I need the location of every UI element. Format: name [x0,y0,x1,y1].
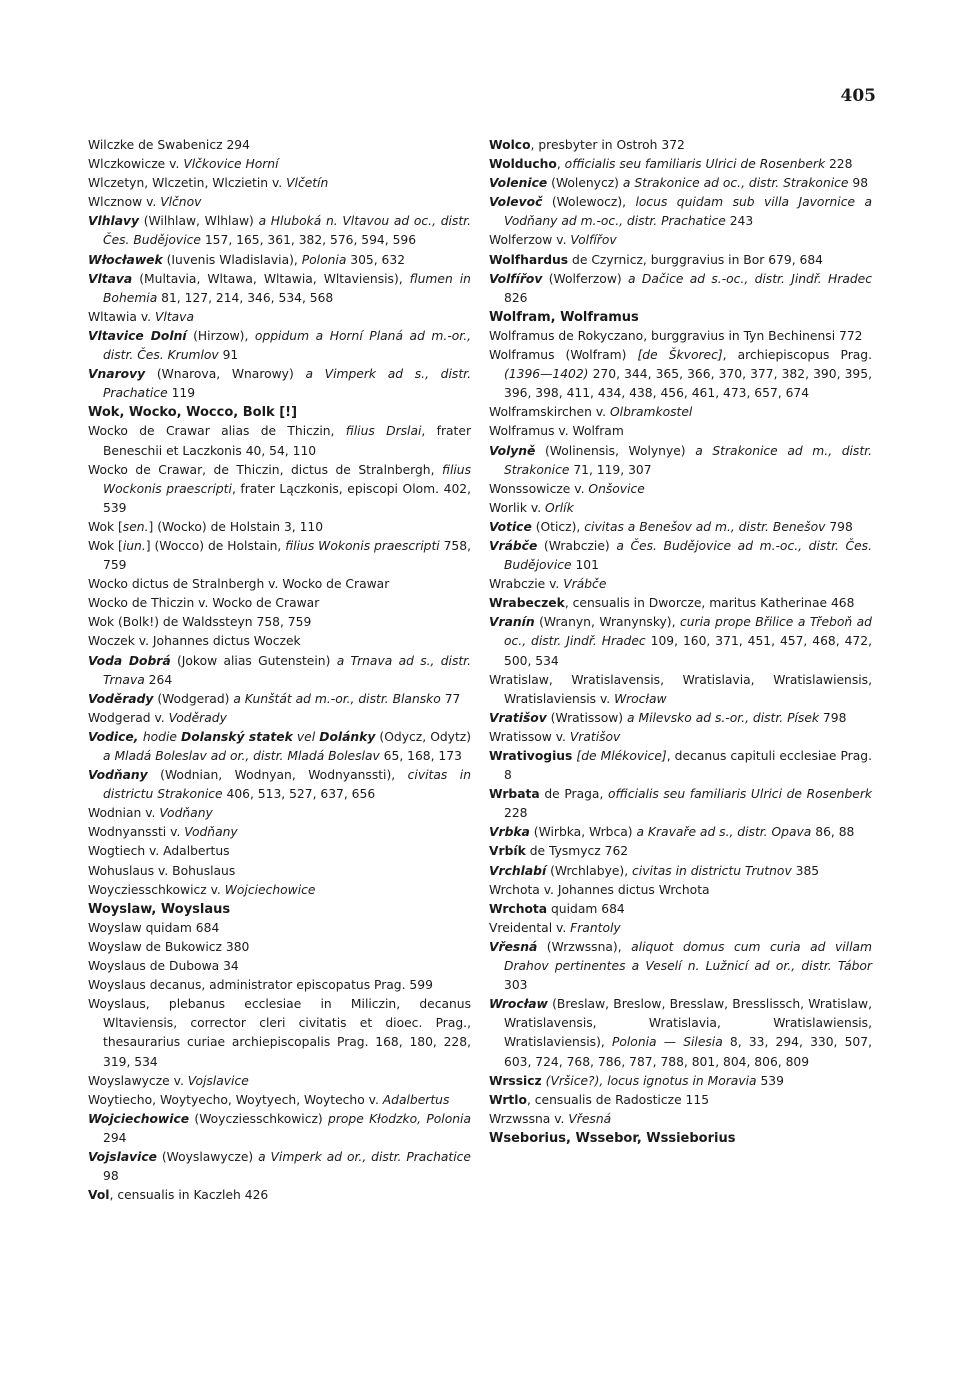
entry-text: Voda Dobrá [88,653,171,668]
entry-text: curia prope Břilice a Třeboň ad oc., distr. Jindř. Hradec [504,615,872,649]
entry-text: , censualis de Radosticze 115 [526,1092,710,1107]
index-entry [88,518,471,537]
index-entry [489,1091,872,1110]
entry-text: Voděrady [88,691,154,706]
index-entry [88,613,471,632]
entry-text: , [556,157,565,172]
entry-text: Wrocław [489,997,548,1012]
entry-text: Frantoly [570,920,621,935]
entry-text: Vojslavice [187,1073,249,1088]
entry-text: Wodnyanssti v. [88,825,185,840]
entry-text: de Czyrnicz, burggravius in Bor 679, 684 [568,252,823,267]
entry-text: a Hluboká n. Vltavou ad oc., distr. Čes. Budějovice [103,214,471,248]
entry-text: Wolfhardus [489,252,569,267]
index-entry [88,537,471,575]
entry-text: filius Wokonis praescripti [285,538,440,553]
entry-text: Vrábče [489,538,538,553]
index-entry [88,652,471,690]
entry-text: Worlik v. [489,500,546,515]
entry-text: Vojslavice [88,1149,157,1164]
entry-text: Wok (Bolk!) de Waldssteyn 758, 759 [88,615,312,630]
entry-text: iun. [122,538,146,553]
entry-text: Wocko de Thiczin v. Wocko de Crawar [88,596,320,611]
entry-text: Vlčetín [286,176,329,191]
entry-text: , censualis in Dworcze, maritus Katherinae 468 [564,596,855,611]
index-entry [88,766,471,804]
entry-text: 798 [825,519,853,534]
entry-text: , decanus capituli ecclesiae Prag. 8 [504,749,872,783]
index-heading [88,900,471,919]
entry-text: Vratišov [569,729,621,744]
index-entry [489,747,872,785]
entry-text: (Wodnian, Wodnyan, Wodnyanssti), [147,768,408,783]
index-entry [489,728,872,747]
entry-text: 109, 160, 371, 451, 457, 468, 472, 500, 534 [504,634,872,668]
entry-text: 65, 168, 173 [379,749,462,763]
entry-text: sen. [122,519,149,534]
index-entry [88,1148,471,1186]
entry-text: Wolframskirchen v. [489,405,610,420]
entry-text: Vltavice Dolní [88,328,187,343]
index-entry [88,957,471,976]
entry-text: Wok [ [88,538,123,553]
entry-text: 157, 165, 361, 382, 576, 594, 596 [200,233,417,248]
entry-text: , frater Lączkonis, episcopi Olom. 402, 539 [103,481,471,515]
entry-text: civitas in districtu Trutnov [632,863,792,878]
entry-text: quidam 684 [547,901,625,916]
entry-text: Vlhlavy [88,214,140,229]
index-entry [489,499,872,518]
index-entry [88,823,471,842]
entry-text: Wlczetyn, Wlczetin, Wlczietin v. [88,176,287,191]
entry-text: (Oticz), [531,519,585,534]
entry-text: a Kunštát ad m.-or., distr. Blansko [233,691,441,706]
entry-text: Vřesná [489,939,538,954]
entry-text: Vrbka [489,825,530,840]
entry-text: (1396—1402) [504,367,589,382]
index-entry [88,422,471,460]
index-entry [489,518,872,537]
entry-text: (Woyslawycze) [156,1149,259,1164]
entry-text: de Praga, [539,787,608,802]
entry-text: Wrocław [614,691,667,706]
entry-text: Wlczkowicze v. [88,157,184,172]
entry-text: Wok, Wocko, Wocco, Bolk [!] [88,405,298,421]
entry-text: 303 [504,978,528,993]
entry-text: Vrábče [563,577,607,592]
index-entry [489,613,872,670]
index-entry [88,270,471,308]
entry-text: oppidum a Horní Planá ad m.-or., distr. Čes. Krumlov [103,328,472,363]
entry-text: vel [292,729,320,744]
entry-text: Wonssowicze v. [489,481,589,496]
entry-text: a Mladá Boleslav ad or., distr. Mladá Boleslav [103,749,380,763]
entry-text: Wrtlo [489,1092,527,1107]
index-entry [88,632,471,651]
entry-text: [de Mlékovice] [576,749,667,763]
entry-text: Votice [489,519,532,534]
entry-text: ] (Wocko) de Holstain 3, 110 [148,519,324,534]
entry-text: 826 [504,290,528,305]
entry-text: Dolanský statek [181,729,293,744]
entry-text: Vodňany [184,825,238,840]
entry-text: Woczek v. Johannes dictus Woczek [88,634,301,649]
page-number: 405 [840,86,876,106]
entry-text: , frater Beneschii et Laczkonis 40, 54, 110 [103,424,471,458]
entry-text: flumen in Bohemia [103,271,471,305]
entry-text: 264 [144,672,173,687]
entry-text: a Milevsko ad s.-or., distr. Písek [627,710,820,725]
entry-text: Vnarovy [88,367,146,382]
entry-text: Vlčnov [160,195,202,210]
index-entry [88,174,471,193]
entry-text: 228 [825,157,853,172]
entry-text: Wocko de Crawar, de Thiczin, dictus de Stralnbergh, [88,462,443,477]
entry-text: (Wolewocz), [542,195,636,210]
entry-text: Olbramkostel [609,405,693,420]
index-entry [489,575,872,594]
index-entry [88,1186,471,1205]
entry-text: Onšovice [588,481,645,496]
entry-text: officialis seu familiaris Ulrici de Rosenberk [564,157,826,172]
entry-text: (Wrabczie) [537,538,617,553]
entry-text: a Strakonice ad oc., distr. Strakonice [622,176,849,191]
entry-text: 71, 119, 307 [569,462,652,477]
entry-text: (Wolferzow) [542,271,629,286]
entry-text: Wrssicz [489,1073,542,1088]
entry-text: Vranín [489,615,535,630]
entry-text: 539 [756,1073,784,1088]
entry-text: (Wolenycz) [547,176,623,191]
entry-text: Woyslaus de Dubowa 34 [88,959,239,974]
index-entry [489,881,872,900]
index-entry [489,270,872,308]
entry-text: Wratislaw, Wratislavensis, Wratislavia, Wratislawiensis, Wratislaviensis v. [489,672,872,706]
entry-text: (Wolinensis, Wolynye) [535,443,696,458]
entry-text: Vreidental v. [489,920,571,935]
entry-text: 101 [571,558,599,573]
entry-text: Woyslaw de Bukowicz 380 [88,939,250,954]
entry-text: Wrativogius [489,749,573,763]
entry-text: 77 [440,691,461,706]
index-entry [88,728,471,766]
entry-text: (Woyczіesschkowicz) [189,1111,329,1126]
entry-text: 270, 344, 365, 366, 370, 377, 382, 390, 395, 396, 398, 411, 434, 438, 456, 461, 473, 657, 674 [504,367,872,401]
entry-text: Wolframus v. Wolfram [489,424,624,439]
index-entry [489,938,872,995]
index-entry [489,900,872,919]
entry-text: a Vimperk ad or., distr. Prachatice [258,1149,471,1164]
entry-text: 98 [848,176,869,191]
entry-text: a Čes. Budějovice ad m.-oc., distr. Čes. Budějovice [504,538,872,573]
entry-text: 119 [167,386,196,401]
entry-text: Vltava [155,309,194,324]
entry-text: Orlík [545,500,574,515]
index-heading [88,403,471,422]
index-entry [489,193,872,231]
index-entry [489,537,872,575]
entry-text: 243 [725,214,754,229]
index-entry [489,136,872,155]
index-entry [489,442,872,480]
index-entry [489,1072,872,1091]
entry-text: Polonia [301,252,347,267]
entry-text: (Vršice?), locus ignotus in Moravia [545,1073,757,1088]
index-entry [88,575,471,594]
entry-text: Włocławek [88,252,163,267]
entry-text: (Wrchlabye), [546,863,633,878]
index-entry [88,881,471,900]
left-column [88,136,471,1205]
entry-text: a Trnava ad s., distr. Trnava [103,653,472,687]
entry-text: Vltava [88,271,133,286]
index-entry [489,842,872,861]
index-entry [88,461,471,518]
entry-text: Wolframus de Rokyczano, burggravius in Tyn Bechinensi 772 [489,328,863,343]
entry-text: aliquot domus cum curia ad villam Drahov pertinentes a Veselí n. Lužnicí ad or., distr. Tábor [504,939,872,974]
index-entry [88,938,471,957]
entry-text: Wrchota v. Johannes dictus Wrchota [489,882,710,897]
index-entry [88,862,471,881]
entry-text: Volevoč [489,195,543,210]
entry-text: Wolferzow v. [489,233,571,248]
entry-text: filius Drslai [345,424,422,439]
entry-text: Wodnian v. [88,806,160,821]
entry-text: , presbyter in Ostroh 372 [530,138,685,152]
entry-text: (Wrzwssna), [537,939,632,954]
entry-text: Volenice [489,176,548,191]
entry-text: Woyslaw, Woyslaus [88,901,231,917]
index-entry [489,862,872,881]
entry-text: Wojciechowice [88,1111,190,1126]
index-entry [88,690,471,709]
entry-text: (Wilhlaw, Wlhlaw) [139,214,259,229]
index-entry [489,1110,872,1129]
entry-text: Wok [ [88,519,123,534]
entry-text: , archiepiscopus Prag. [722,348,872,363]
entry-text: Vřesná [568,1111,612,1126]
index-entry [88,1110,471,1148]
index-entry [88,212,471,250]
index-entry [489,823,872,842]
entry-text: (Odycz, Odytz) [375,729,472,744]
entry-text: Wilczke de Swabenicz 294 [88,138,250,152]
index-heading [489,1129,872,1148]
index-entry [489,995,872,1071]
entry-text: Wrzwssna v. [489,1111,569,1126]
entry-text: Wratissow v. [489,729,570,744]
entry-text: (Wodgerad) [153,691,234,706]
index-entry [88,976,471,995]
index-entry [489,785,872,823]
entry-text: 91 [218,348,239,363]
entry-text: Vodňany [159,806,213,821]
entry-text: 81, 127, 214, 346, 534, 568 [157,290,334,305]
entry-text: 758, 759 [103,538,471,573]
entry-text: Volfířov [570,233,617,248]
index-entry [88,308,471,327]
index-entry [88,193,471,212]
index-entry [489,231,872,250]
index-entry [88,155,471,174]
index-entry [489,174,872,193]
entry-text: Wltawia v. [88,309,155,324]
entry-text: 294 [103,1130,127,1145]
entry-text: 8, 33, 294, 330, 507, 603, 724, 768, 786, 787, 788, 801, 804, 806, 809 [504,1035,872,1069]
entry-text: Woyczіesschkowicz v. [88,882,225,897]
entry-text: Wodgerad v. [88,710,169,725]
entry-text: a Vimperk ad s., distr. Prachatice [103,367,471,401]
entry-text: Wrabeczek [489,596,565,611]
index-entry [88,251,471,270]
entry-text: (Wranyn, Wranynsky), [534,615,680,630]
entry-text: Wrbata [489,787,540,802]
index-entry [489,403,872,422]
entry-text: 228 [504,806,528,821]
entry-text: Vol [88,1188,110,1203]
entry-text: , censualis in Kaczleh 426 [109,1188,269,1203]
entry-text: prope Kłodzko, Polonia [328,1111,471,1126]
index-entry [88,995,471,1071]
entry-text: civitas in districtu Strakonice [103,768,471,802]
entry-text: de Tysmycz 762 [525,844,629,859]
index-entry [88,1072,471,1091]
entry-text: (Wratissow) [546,710,628,725]
index-entry [489,671,872,709]
index-entry [489,422,872,441]
entry-text: 385 [791,863,820,878]
index-entry [489,346,872,403]
entry-text: civitas a Benešov ad m., distr. Benešov [584,519,826,534]
index-entry [88,709,471,728]
entry-text: Polonia — Silesia [611,1035,723,1050]
entry-text: officialis seu familiaris Ulrici de Rosenberk [608,787,872,802]
entry-text: Vrchlabí [489,863,547,878]
entry-text: 98 [103,1169,119,1184]
entry-text: Wrchota [489,901,548,916]
entry-text: [de Škvorec] [637,348,723,363]
entry-text: hodie [142,729,182,744]
entry-text: Vodňany [88,768,148,783]
entry-text: Volyně [489,443,536,458]
entry-text: Wolframus (Wolfram) [489,348,638,363]
entry-text: Wojciechowice [224,882,316,897]
entry-text: ] (Wocco) de Holstain, [145,538,286,553]
index-heading [489,308,872,327]
entry-text: (Hirzow), [186,328,255,343]
index-entry [489,919,872,938]
index-entry [88,594,471,613]
entry-text: Vratišov [489,710,547,725]
entry-text: (Iuvenis Wladislavia), [162,252,302,267]
index-entry [88,919,471,938]
entry-text: Wrabczie v. [489,577,564,592]
entry-text: filius Wockonis praescripti [103,462,471,496]
entry-text: Wolducho [489,157,557,172]
entry-text: Wlcznow v. [88,195,161,210]
index-entry [88,1091,471,1110]
entry-text: Wolfram, Wolframus [489,309,639,325]
entry-text: Wohuslaus v. Bohuslaus [88,863,236,878]
index-entry [489,327,872,346]
entry-text: a Strakonice ad m., distr. Strakonice [504,443,872,477]
entry-text: Vrbík [489,844,526,859]
entry-text: a Kravaře ad s., distr. Opava [636,825,812,840]
entry-text: Woyslaus, plebanus ecclesiae in Miliczin, decanus Wltaviensis, corrector cleri civitatis et dioec. Prag., thesaurarius curiae archiepiscopalis Prag. 168, 180, 228, 319, 534 [88,997,471,1069]
entry-text: a Dačice ad s.-oc., distr. Jindř. Hradec [628,271,872,286]
index-entry [489,155,872,174]
right-column [489,136,872,1148]
entry-text: (Wnarova, Wnarowy) [145,367,306,382]
entry-text: (Jokow alias Gutenstein) [170,653,337,668]
entry-text: 305, 632 [346,252,406,267]
entry-text: 798 [819,710,847,725]
index-entry [489,709,872,728]
index-entry [88,804,471,823]
entry-text: Adalbertus [382,1092,450,1107]
entry-text: Woyslaus decanus, administrator episcopatus Prag. 599 [88,978,433,993]
entry-text: Woyslaw quidam 684 [88,920,220,935]
index-entry [88,842,471,861]
entry-text: Vlčkovice Horní [183,157,279,172]
entry-text: Woytiecho, Woytyecho, Woytyech, Woytecho v. [88,1092,383,1107]
entry-text: (Multavia, Wltawa, Wltawia, Wltaviensis), [132,271,410,286]
index-entry [489,594,872,613]
entry-text: Wolco [489,138,531,152]
entry-text: 406, 513, 527, 637, 656 [222,787,376,802]
index-entry [489,480,872,499]
entry-text: Dolánky [319,729,376,744]
index-entry [88,136,471,155]
entry-text: Wocko dictus de Stralnbergh v. Wocko de Crawar [88,577,390,592]
entry-text: locus quidam sub villa Javornice a Vodňany ad m.-oc., distr. Prachatice [504,195,872,229]
entry-text: Wogtiech v. Adalbertus [88,844,230,859]
index-entry [489,251,872,270]
entry-text: Woyslawycze v. [88,1073,188,1088]
entry-text: Voděrady [168,710,227,725]
index-entry [88,365,471,403]
index-entry [88,327,471,365]
entry-text: Vodice, [88,729,143,744]
entry-text: (Breslaw, Breslow, Bresslaw, Bresslissch, Wratislaw, Wratislavensis, Wratislavia, Wratislawiensis, Wratislaviensis), [504,997,872,1050]
entry-text: (Wirbka, Wrbca) [529,825,637,840]
entry-text: Volfířov [489,271,543,286]
entry-text: Wocko de Crawar alias de Thiczin, [88,424,346,439]
entry-text: 86, 88 [811,825,855,840]
entry-text: Wseborius, Wssebor, Wssieborius [489,1130,736,1146]
